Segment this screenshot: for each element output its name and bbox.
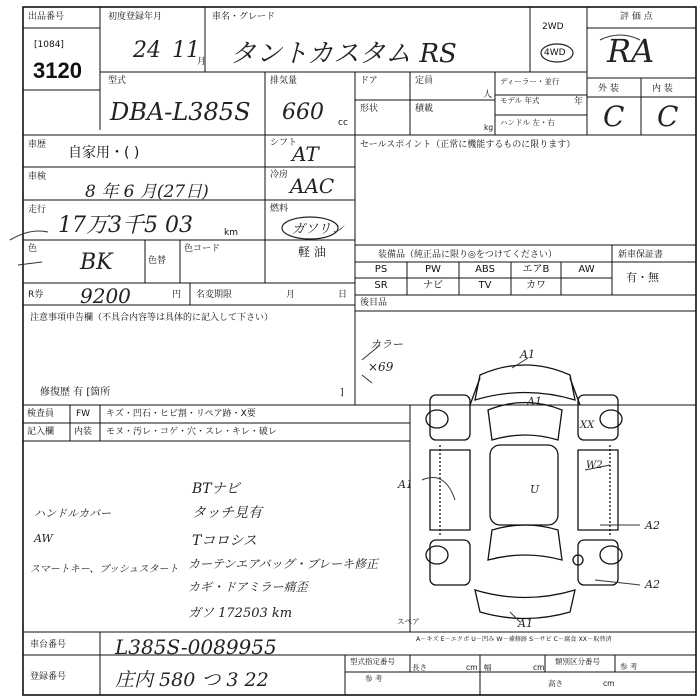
ext-head: FW [76,409,91,419]
remark-3: タッチ見有 [192,505,262,521]
equip-ps: PS [374,264,388,275]
history-value: 自家用・( ) [68,145,140,161]
displacement-label: 排気量 [270,76,298,86]
mark-w2: W2 [586,460,603,471]
name-label: 車名・グレード [212,12,276,22]
handle-label: ハンドル 左・右 [500,118,555,127]
person-unit: 人 [483,90,493,100]
inspection-label: 車検 [28,172,47,182]
spare-label: スペア [397,617,420,626]
ref-label-2: 参 考 [620,662,638,671]
month-unit: 月 [197,57,207,67]
remark-9: ガソ 172503 km [188,606,293,621]
mark-front-a1: A1 [520,348,535,361]
first-reg-month: 11 [172,38,200,63]
car-diagram-lines [426,365,622,619]
remark-5: Tコロシス [192,533,257,549]
dealer-label: ディーラー・並行 [500,77,560,86]
score-label: 評 価 点 [620,12,653,22]
width-label: 幅 [484,663,492,672]
color-note: カラー [370,338,403,351]
mark-a2-1: A2 [645,519,660,532]
type-label: 型式 [108,76,127,86]
sales-point-label: セールスポイント（正常に機能するものに限ります） [360,140,576,150]
score-value: RA [607,32,655,70]
fuel-diesel: 軽 油 [298,245,326,259]
equipment-label: 装備品（純正品に限り◎をつけてください） [378,250,557,260]
remark-6: スマートキー、プッシュスタート [30,564,179,575]
plate-value: 庄内 580 つ 3 22 [115,669,269,691]
inspection-value: 8 年 6 月(27日) [85,182,209,202]
equip-leather: カワ [526,280,546,291]
color-value: BK [80,250,113,275]
mark-rear-a1: A1 [518,617,533,630]
inspector-label1: 検査員 [27,409,55,419]
remark-2: ハンドルカバー [34,507,111,520]
remark-1: BTナビ [192,481,240,497]
mark-xx: XX [580,420,595,431]
drive-2wd: 2WD [542,22,564,32]
legend-1: A－キズ E－エクボ U－凹み W－補修跡 S－サビ C－腐食 XX－取替済 [416,636,612,643]
displacement-value: 660 [282,100,324,125]
lot-sub: [1084] [34,40,64,50]
color-code-label: 色コード [184,244,221,254]
name-value: タントカスタム RS [230,39,457,69]
expiry-label: 名変期限 [196,290,233,300]
capacity-label: 定員 [415,76,434,86]
int-text: モヌ・汚レ・コゲ・穴・スレ・キレ・破レ [106,427,277,437]
color-label: 色 [28,244,38,254]
repair-close: ] [340,388,344,398]
length-label: 長さ [412,663,427,672]
fuel-gas: ガソリン [292,222,345,237]
equip-aw: AW [578,264,595,275]
equip-sr: SR [374,280,388,291]
cm-3: cm [603,679,615,688]
exterior-label: 外 装 [598,84,619,94]
mark-roof-u: U [530,483,540,496]
plate-label: 登録番号 [30,672,67,682]
inspector-label2: 記入欄 [27,427,55,437]
shape-label: 形状 [360,104,379,114]
equip-abs: ABS [475,264,495,275]
exterior-value: C [603,100,625,133]
recycle-label: R券 [28,290,44,300]
equip-tv: TV [478,280,492,291]
rear-seat-label: 後目品 [360,298,388,308]
drive-4wd: 4WD [544,48,566,58]
km-unit: km [224,228,238,238]
warranty-label: 新車保証書 [618,250,664,260]
first-reg-year: 24 [133,38,161,63]
lot-number: 3120 [33,58,82,83]
load-label: 積載 [415,104,434,114]
ext-text: キズ・凹石・ヒビ割・リペア跡・X要 [106,409,256,419]
int-head: 内装 [74,427,93,437]
shift-value: AT [292,142,319,166]
lot-label: 出品番号 [28,12,65,22]
first-reg-label: 初度登録年月 [108,12,163,22]
mileage-value: 17万3千5 03 [58,213,193,238]
ac-label: 冷房 [270,170,289,180]
ref-label-1: 参 考 [365,674,383,683]
kg-unit: kg [484,123,494,132]
chassis-label: 車台番号 [30,640,67,650]
repair-label: 修復歴 有 [箇所 [40,387,111,398]
mark-hood-a1: A1 [527,395,542,408]
color-change: 色替 [148,256,167,266]
expiry-day: 日 [338,290,348,300]
cm-2: cm [533,663,545,672]
notes-label: 注意事項申告欄（不具合内容等は具体的に記入して下さい） [30,313,274,323]
ac-value: AAC [290,174,335,198]
year-unit: 年 [574,97,584,107]
type-value: DBA-L385S [110,98,251,126]
equip-airbag: エアB [522,264,550,275]
recycle-value: 9200 [80,284,131,308]
equip-navi: ナビ [423,280,443,291]
mark-a2-2: A2 [645,578,660,591]
height-label: 高さ [548,679,563,688]
type-cert-label: 型式指定番号 [350,657,395,666]
color-note-2: ×69 [368,360,394,374]
interior-value: C [657,100,679,133]
warranty-value: 有・無 [626,271,659,284]
mileage-label: 走行 [28,205,47,215]
cc-unit: cc [338,118,348,128]
door-label: ドア [360,76,378,86]
remark-8: カギ・ドアミラー痛歪 [188,580,308,594]
remark-4: AW [34,532,53,545]
history-label: 車歴 [28,140,47,150]
cm-1: cm [466,663,478,672]
interior-label: 内 装 [652,84,673,94]
class-label: 類別区分番号 [555,657,600,666]
fuel-label: 燃料 [270,204,289,214]
shift-label: シフト [270,138,298,148]
expiry-month: 月 [286,290,296,300]
chassis-value: L385S-0089955 [115,635,277,659]
remark-7: カーテンエアバッグ・ブレーキ修正 [188,557,378,571]
mark-left-a1: A1 [398,478,413,491]
equip-pw: PW [425,264,441,275]
yen-unit: 円 [172,290,182,300]
model-year-label: モデル 年式 [500,96,540,105]
